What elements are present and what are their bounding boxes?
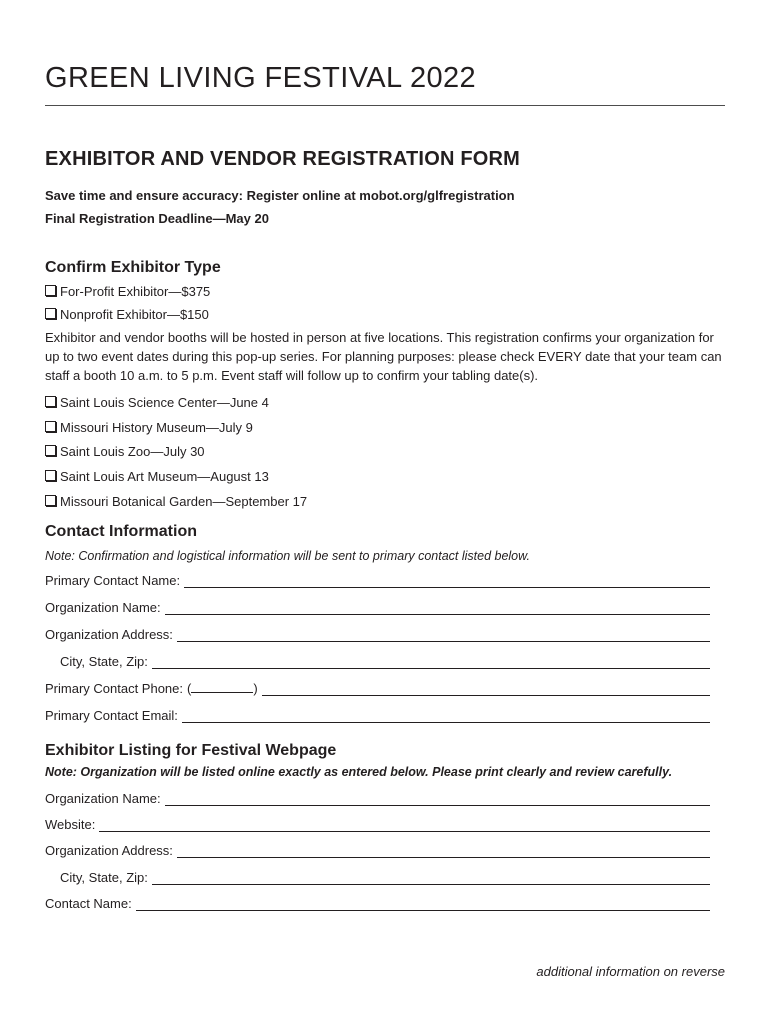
website-line[interactable]	[99, 818, 710, 832]
checkbox-icon[interactable]	[45, 421, 56, 432]
option-for-profit[interactable]: For-Profit Exhibitor—$375	[45, 284, 210, 299]
primary-contact-name-field[interactable]: Primary Contact Name:	[45, 570, 710, 588]
organization-address-line[interactable]	[177, 628, 710, 642]
city-state-zip-field[interactable]: City, State, Zip:	[45, 651, 710, 669]
primary-contact-name-line[interactable]	[184, 574, 710, 588]
checkbox-icon[interactable]	[45, 470, 56, 481]
contact-note: Note: Confirmation and logistical information will be sent to primary contact listed below.	[45, 549, 530, 563]
listing-organization-address-field[interactable]: Organization Address:	[45, 840, 710, 858]
title-divider	[45, 105, 725, 106]
primary-contact-email-line[interactable]	[182, 709, 710, 723]
form-title: EXHIBITOR AND VENDOR REGISTRATION FORM	[45, 148, 521, 170]
primary-contact-phone-field[interactable]: Primary Contact Phone: ( )	[45, 678, 710, 696]
checkbox-icon[interactable]	[45, 495, 56, 506]
page-title: GREEN LIVING FESTIVAL 2022	[45, 62, 477, 94]
listing-organization-name-field[interactable]: Organization Name:	[45, 788, 710, 806]
phone-number-line[interactable]	[262, 682, 710, 696]
online-registration-note: Save time and ensure accuracy: Register online at mobot.org/glfregistration	[45, 188, 515, 203]
option-nonprofit[interactable]: Nonprofit Exhibitor—$150	[45, 307, 209, 322]
contact-heading: Contact Information	[45, 523, 197, 540]
reverse-side-note: additional information on reverse	[536, 964, 725, 979]
listing-city-state-zip-line[interactable]	[152, 871, 710, 885]
location-option[interactable]: Missouri Botanical Garden—September 17	[45, 494, 307, 509]
location-option[interactable]: Saint Louis Science Center—June 4	[45, 395, 269, 410]
location-option[interactable]: Saint Louis Art Museum—August 13	[45, 469, 269, 484]
area-code-blank[interactable]: ( )	[187, 681, 258, 696]
checkbox-icon[interactable]	[45, 308, 56, 319]
checkbox-icon[interactable]	[45, 285, 56, 296]
location-option[interactable]: Missouri History Museum—July 9	[45, 420, 253, 435]
registration-deadline: Final Registration Deadline—May 20	[45, 211, 269, 226]
contact-name-field[interactable]: Contact Name:	[45, 893, 710, 911]
location-option[interactable]: Saint Louis Zoo—July 30	[45, 444, 205, 459]
exhibitor-type-heading: Confirm Exhibitor Type	[45, 259, 221, 276]
contact-name-line[interactable]	[136, 897, 710, 911]
registration-form-page	[45, 0, 725, 1024]
listing-note: Note: Organization will be listed online exactly as entered below. Please print clearly and review carefully.	[45, 765, 673, 779]
listing-city-state-zip-field[interactable]: City, State, Zip:	[45, 867, 710, 885]
organization-name-field[interactable]: Organization Name:	[45, 597, 710, 615]
checkbox-icon[interactable]	[45, 445, 56, 456]
listing-heading: Exhibitor Listing for Festival Webpage	[45, 742, 337, 759]
listing-organization-name-line[interactable]	[165, 792, 710, 806]
city-state-zip-line[interactable]	[152, 655, 710, 669]
exhibitor-description: Exhibitor and vendor booths will be hosted in person at five locations. This registration confirms your organization for up to two event dates during this pop-up series. For planning purposes: please check EVERY date that your team can staff a booth 10 a.m. to 5 p.m. Event staff will follow up to confirm your tabling date(s).	[45, 330, 722, 383]
organization-name-line[interactable]	[165, 601, 710, 615]
primary-contact-email-field[interactable]: Primary Contact Email:	[45, 705, 710, 723]
checkbox-icon[interactable]	[45, 396, 56, 407]
website-field[interactable]: Website:	[45, 814, 710, 832]
organization-address-field[interactable]: Organization Address:	[45, 624, 710, 642]
listing-organization-address-line[interactable]	[177, 844, 710, 858]
